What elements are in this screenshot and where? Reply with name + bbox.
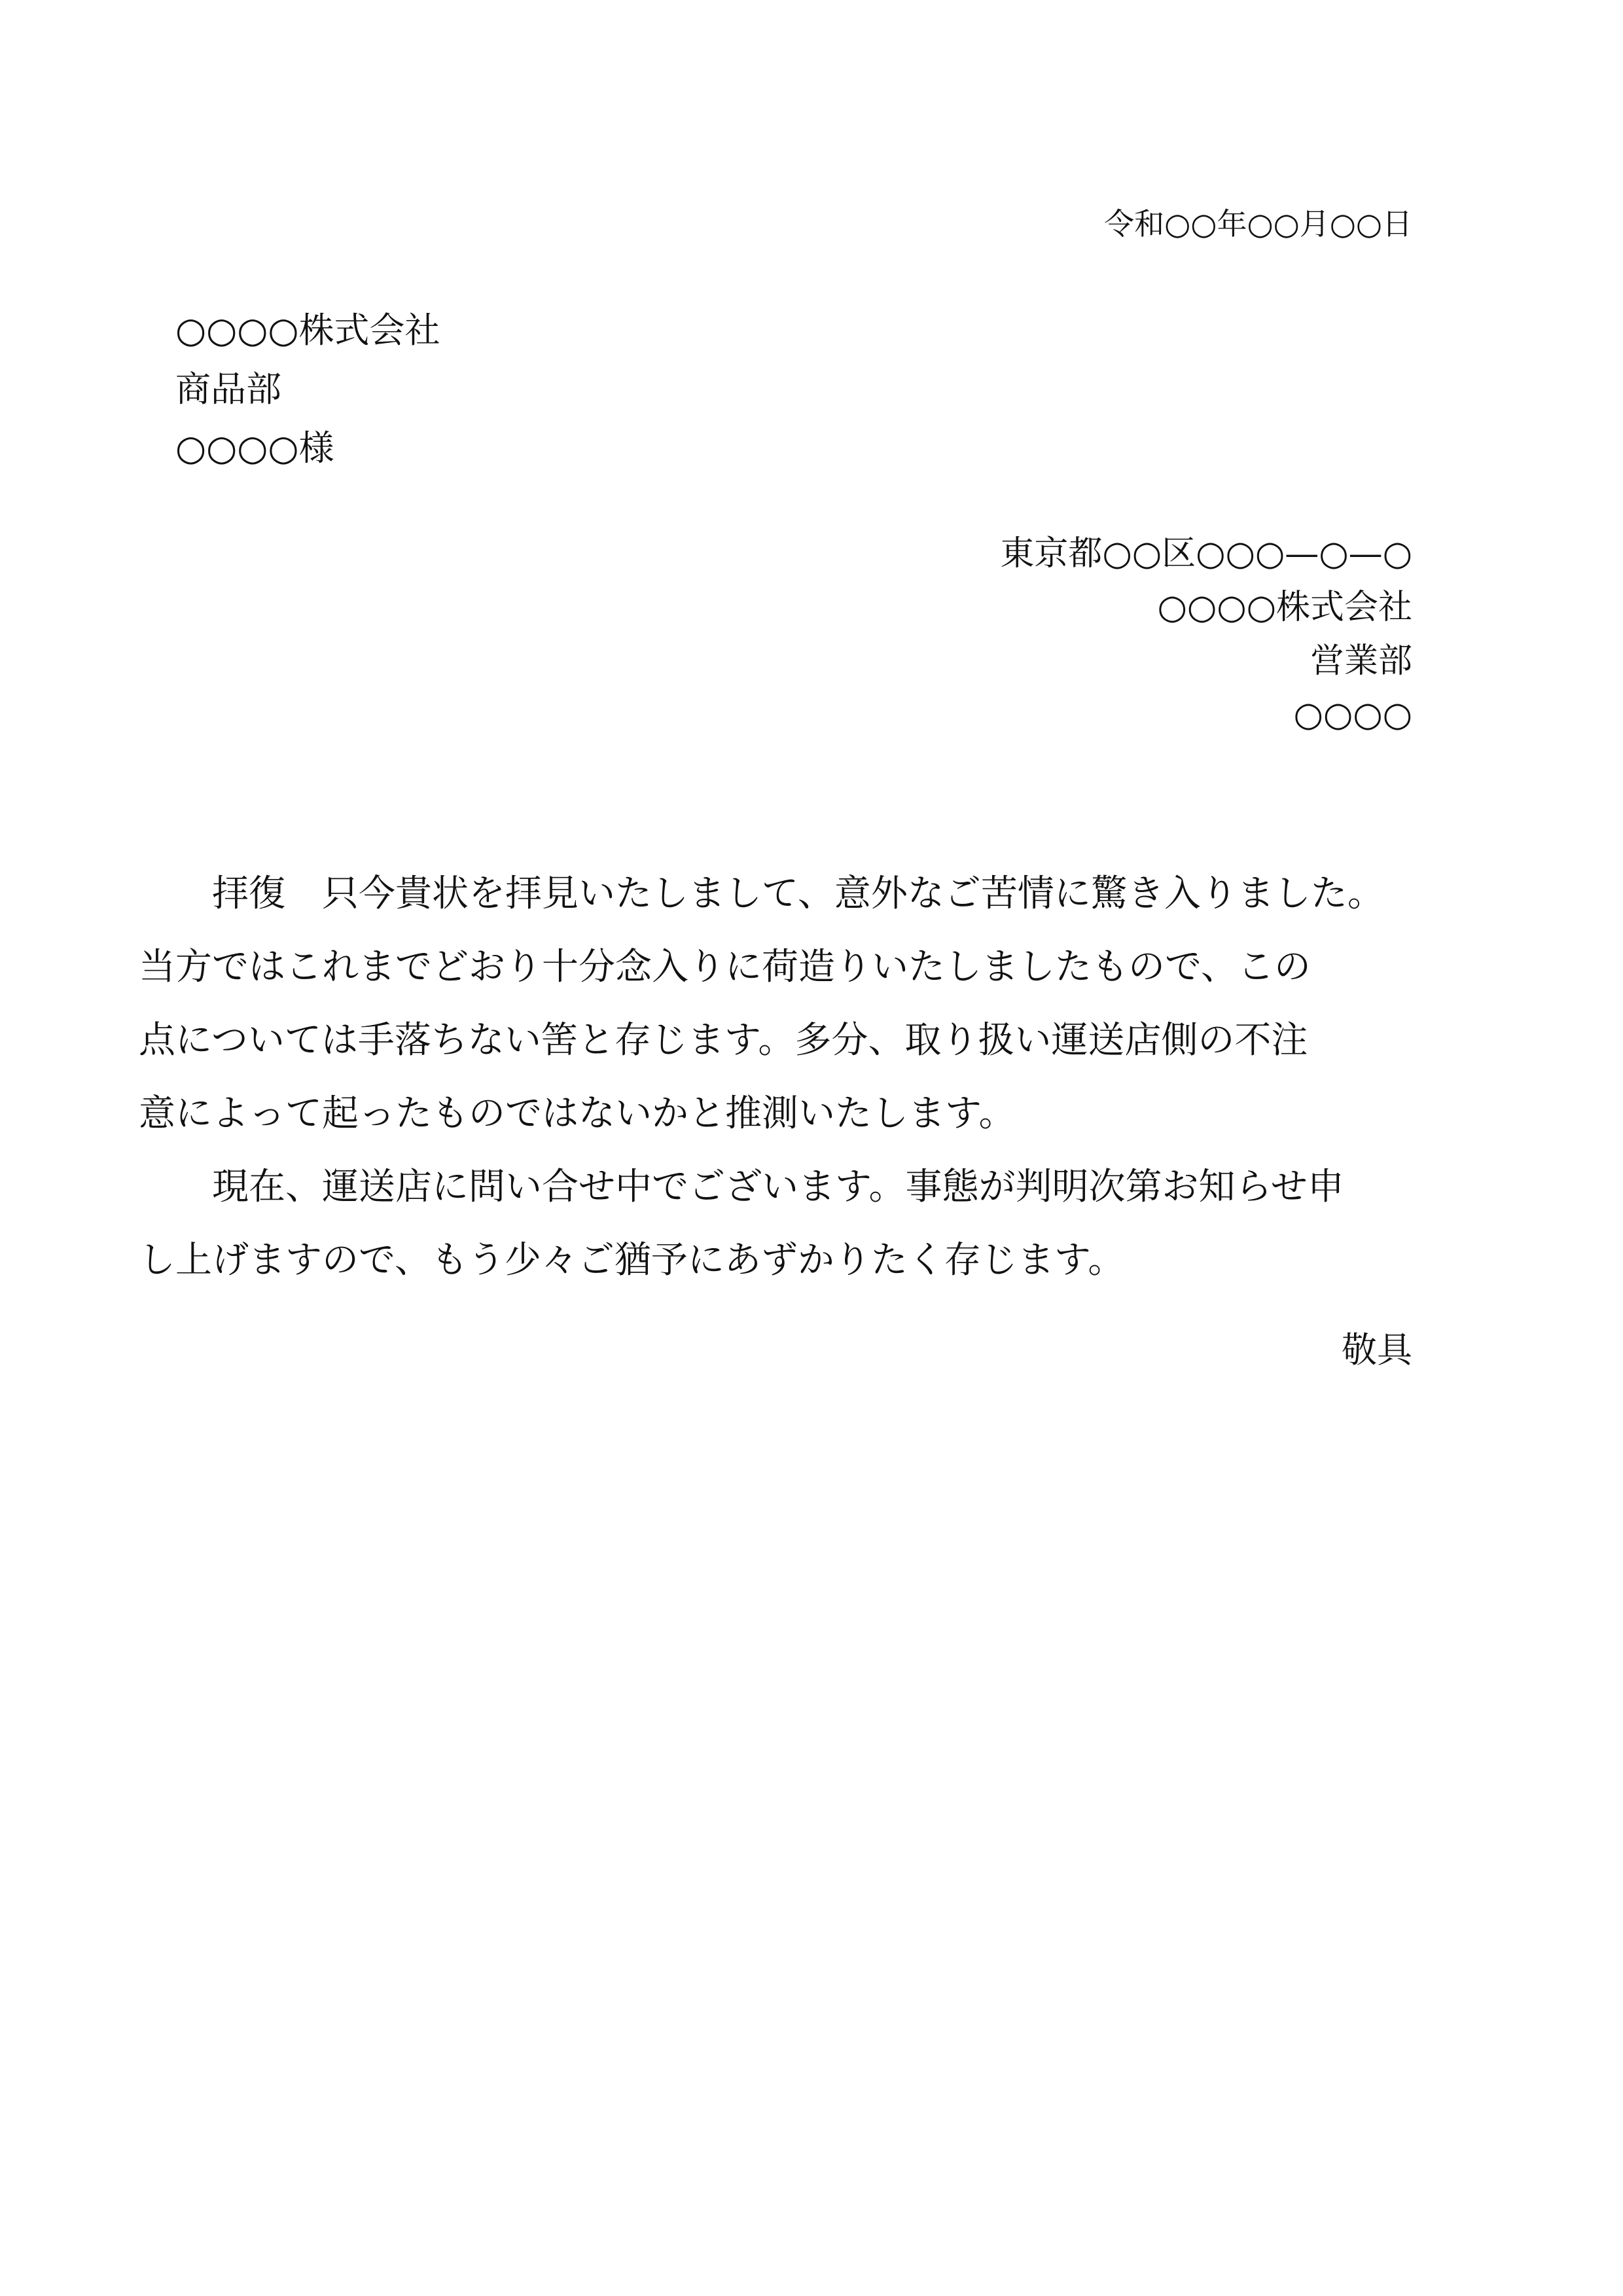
body-paragraph-2-line-1: 現在、運送店に問い合せ中でございます。事態が判明次第お知らせ申 xyxy=(212,1166,1344,1208)
body-paragraph-2 xyxy=(139,1151,1412,1297)
letter-closing: 敬具 xyxy=(1342,1329,1412,1371)
recipient-company: ○○○○株式会社 xyxy=(175,310,440,351)
sender-name: ○○○○ xyxy=(1293,695,1412,734)
body-paragraph-1-line-2: 当方ではこれまでどおり十分念入りに荷造りいたしましたもので、この xyxy=(139,946,1311,988)
body-paragraph-1 xyxy=(139,857,1412,1151)
body-paragraph-1-line-4: 意によって起ったものではないかと推測いたします。 xyxy=(139,1092,1016,1135)
recipient-block xyxy=(175,301,440,478)
letter-body xyxy=(139,857,1412,1297)
sender-company: ○○○○株式会社 xyxy=(1157,588,1412,627)
body-paragraph-1-line-3: 点については手落ちない筈と存じます。多分、取り扱い運送店側の不注 xyxy=(139,1019,1308,1062)
recipient-name: ○○○○様 xyxy=(175,427,334,469)
letter-date: 令和○○年○○月○○日 xyxy=(1104,206,1412,242)
sender-department: 営業部 xyxy=(1310,641,1412,681)
recipient-department: 商品部 xyxy=(175,368,281,410)
sender-address: 東京都○○区○○○—○—○ xyxy=(1000,534,1412,573)
sender-block xyxy=(1000,527,1412,742)
body-paragraph-2-line-2: し上げますので、もう少々ご猶予にあずかりたく存じます。 xyxy=(139,1239,1125,1282)
body-paragraph-1-line-1: 拝復 只今貴状を拝見いたしまして、意外なご苦情に驚き入りました。 xyxy=(212,872,1384,915)
